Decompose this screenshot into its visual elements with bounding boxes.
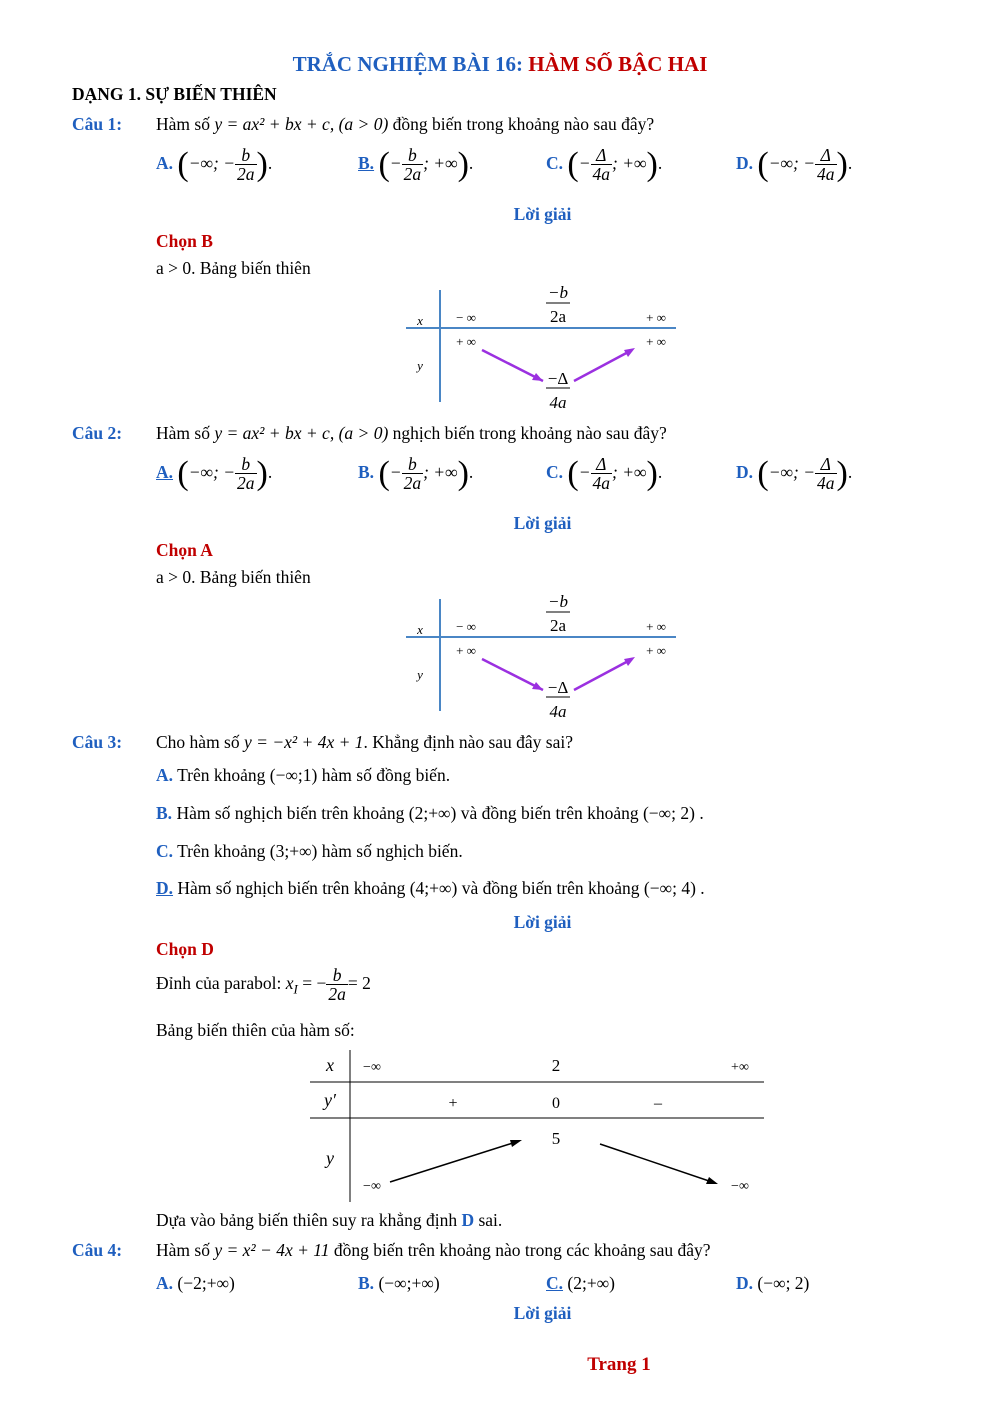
q1-label: Câu 1: <box>72 114 123 134</box>
q3-vertex <box>156 966 371 1004</box>
q2-choice: Chọn A <box>156 540 213 560</box>
option-key: D. <box>156 878 174 898</box>
frac-den: 4a <box>817 473 835 494</box>
vertex-x-den: 2a <box>549 307 567 326</box>
variation-table-3 <box>310 1046 770 1204</box>
x-pos-inf: + ∞ <box>646 619 666 634</box>
frac-num: Δ <box>815 146 837 165</box>
q3-label: Câu 3: <box>72 732 123 752</box>
y-label: y <box>326 1148 334 1168</box>
vertex-label: Đỉnh của parabol: <box>156 972 282 993</box>
q1-option-b[interactable]: B. (− $\frac{b}{2a}$ ; +∞). <box>358 145 474 185</box>
frac-num: b <box>326 966 348 985</box>
x-neg-inf: − ∞ <box>456 619 476 634</box>
q3-func: y = −x² + 4x + 1 <box>244 732 364 752</box>
option-text: (2;+∞) <box>563 1273 616 1293</box>
option-text: Hàm số nghịch biến trên khoảng (4;+∞) và đồng biến trên khoảng (−∞; 4) . <box>173 878 705 898</box>
variation-table-2 <box>400 589 690 725</box>
frac-den: 4a <box>817 164 835 185</box>
vertex-x-num: −b <box>548 592 568 611</box>
option-key: C. <box>546 461 564 482</box>
q1-option-d[interactable]: D. (−∞; − $\frac{\Delta}{4a}$ ). <box>736 145 853 185</box>
q3-table-label: Bảng biến thiên của hàm số: <box>156 1020 355 1040</box>
section-heading: DẠNG 1. SỰ BIẾN THIÊN <box>72 84 277 104</box>
option-text: Trên khoảng (−∞;1) hàm số đồng biến. <box>173 765 451 785</box>
vertex-y-den: 4a <box>549 702 567 721</box>
x-neg-inf: − ∞ <box>456 310 476 325</box>
decrease-arrow <box>482 659 543 690</box>
option-text: (−∞;+∞) <box>374 1273 440 1293</box>
increase-arrow <box>574 659 632 690</box>
option-text: (−∞; 2) <box>753 1273 810 1293</box>
option-key: D. <box>736 152 754 173</box>
option-key: D. <box>736 461 754 482</box>
q2-cond: , (a > 0) <box>329 423 389 443</box>
option-key: A. <box>156 1273 174 1293</box>
option-left: −∞; − <box>768 152 816 173</box>
q3-choice: Chọn D <box>156 939 214 959</box>
q4-func: y = x² − 4x + 11 <box>214 1240 330 1260</box>
option-key: D. <box>736 1273 754 1293</box>
option-key: A. <box>156 765 174 785</box>
q3-prefix: Cho hàm số <box>156 732 240 752</box>
y-label: y <box>417 667 423 682</box>
sign-plus: + <box>448 1095 458 1112</box>
frac-num: Δ <box>591 455 613 474</box>
frac-den: 2a <box>237 164 255 185</box>
q2-prefix: Hàm số <box>156 423 210 443</box>
vertex-lhs: x <box>285 972 294 993</box>
q4-label: Câu 4: <box>72 1240 123 1260</box>
frac-num: Δ <box>591 146 613 165</box>
q2-option-c[interactable]: C. (− $\frac{\Delta}{4a}$ ; +∞). <box>546 454 663 494</box>
q1-solution-heading: Lời giải <box>513 204 572 224</box>
q2-label: Câu 2: <box>72 423 123 443</box>
frac-den: 4a <box>592 473 611 494</box>
q4-option-d[interactable] <box>736 1273 809 1294</box>
option-text: Trên khoảng (3;+∞) hàm số nghịch biến. <box>173 841 463 861</box>
increase-arrowhead <box>624 657 635 666</box>
option-left: − <box>578 461 591 482</box>
q1-stem <box>156 114 654 135</box>
option-right: ; +∞ <box>423 461 458 482</box>
q4-solution-heading: Lời giải <box>513 1303 572 1323</box>
option-right: ; +∞ <box>612 461 647 482</box>
frac-den: 2a <box>403 473 422 494</box>
q3-option-c[interactable] <box>156 841 463 862</box>
frac-den: 2a <box>328 984 346 1005</box>
option-left: − <box>389 461 402 482</box>
y-right-inf: + ∞ <box>646 643 666 658</box>
increase-arrowhead <box>510 1140 522 1147</box>
q4-prefix: Hàm số <box>156 1240 210 1260</box>
page-number: Trang 1 <box>587 1354 651 1375</box>
increase-arrowhead <box>624 348 635 357</box>
decrease-arrowhead <box>706 1177 718 1184</box>
conclusion-post: sai. <box>478 1210 503 1230</box>
option-key: B. <box>358 1273 375 1293</box>
frac-den: 2a <box>237 473 255 494</box>
option-text: Hàm số nghịch biến trên khoảng (2;+∞) và đồng biến trên khoảng (−∞; 2) . <box>172 803 704 823</box>
increase-arrow <box>390 1142 516 1182</box>
q2-stem <box>156 423 667 444</box>
vertex-y-num: −Δ <box>547 678 569 697</box>
vertex-x-num: −b <box>548 283 568 302</box>
sign-zero: 0 <box>552 1095 560 1112</box>
increase-arrow <box>574 350 632 381</box>
frac-den: 2a <box>403 164 422 185</box>
q2-suffix: nghịch biến trong khoảng nào sau đây? <box>392 423 667 443</box>
option-key: B. <box>358 152 375 173</box>
sign-minus: – <box>654 1095 662 1112</box>
x-pos-inf: + ∞ <box>646 310 666 325</box>
q1-cond: , (a > 0) <box>329 114 389 134</box>
q3-option-d[interactable] <box>156 878 705 899</box>
option-left: −∞; − <box>188 461 236 482</box>
vertex-y-den: 4a <box>549 393 567 412</box>
q1-suffix: đồng biến trong khoảng nào sau đây? <box>392 114 655 134</box>
q1-choice: Chọn B <box>156 231 213 251</box>
x-neg-inf: −∞ <box>363 1060 381 1075</box>
q2-option-a[interactable]: A. (−∞; − $\frac{b}{2a}$ ). <box>156 454 273 494</box>
option-key: B. <box>358 461 375 482</box>
page-title <box>0 52 1000 77</box>
option-key: C. <box>546 1273 564 1293</box>
y-right-inf: −∞ <box>731 1179 749 1194</box>
frac-num: b <box>235 146 257 165</box>
option-key: C. <box>156 841 174 861</box>
q2-solution-heading: Lời giải <box>513 513 572 533</box>
q1-prefix: Hàm số <box>156 114 210 134</box>
y-left-inf: + ∞ <box>456 643 476 658</box>
y-max: 5 <box>551 1129 561 1148</box>
x-label: x <box>326 1055 334 1075</box>
frac-num: b <box>235 455 257 474</box>
y-right-inf: + ∞ <box>646 334 666 349</box>
q4-suffix: đồng biến trên khoảng nào trong các khoảng sau đây? <box>333 1240 711 1260</box>
vertex-sub: I <box>293 981 298 997</box>
vertex-eq: = − <box>302 972 327 993</box>
q1-func: y = ax² + bx + c <box>214 114 330 134</box>
q1-note: a > 0. Bảng biến thiên <box>156 258 311 278</box>
q3-solution-heading: Lời giải <box>513 912 572 932</box>
y-left-inf: + ∞ <box>456 334 476 349</box>
frac-num: Δ <box>815 455 837 474</box>
q4-option-a[interactable] <box>156 1273 235 1294</box>
decrease-arrow <box>600 1144 712 1182</box>
y-left-inf: −∞ <box>363 1179 381 1194</box>
x-label: x <box>417 622 423 637</box>
option-left: − <box>578 152 591 173</box>
q3-option-a[interactable] <box>156 765 450 786</box>
option-key: A. <box>156 461 174 482</box>
option-left: − <box>389 152 402 173</box>
vertex-y-num: −Δ <box>547 369 569 388</box>
q2-note: a > 0. Bảng biến thiên <box>156 567 311 587</box>
conclusion-pre: Dựa vào bảng biến thiên suy ra khẳng định <box>156 1210 458 1230</box>
q4-stem <box>156 1240 711 1261</box>
frac-num: b <box>402 146 424 165</box>
x-label: x <box>417 313 423 328</box>
decrease-arrow <box>482 350 543 381</box>
q3-suffix: . Khẳng định nào sau đây sai? <box>363 732 574 752</box>
variation-table-1 <box>400 280 690 416</box>
x-pos-inf: +∞ <box>731 1060 749 1075</box>
q3-conclusion <box>156 1210 502 1231</box>
option-right: ; +∞ <box>612 152 647 173</box>
option-text: (−2;+∞) <box>173 1273 235 1293</box>
q2-option-b[interactable]: B. (− $\frac{b}{2a}$ ; +∞). <box>358 454 474 494</box>
y-label: y <box>417 358 423 373</box>
yprime-label: y′ <box>324 1090 336 1110</box>
option-left: −∞; − <box>188 152 236 173</box>
vertex-result: = 2 <box>347 972 371 993</box>
title-part2: HÀM SỐ BẬC HAI <box>528 52 708 76</box>
x-mid: 2 <box>551 1056 561 1075</box>
option-key: B. <box>156 803 173 823</box>
frac-den: 4a <box>592 164 611 185</box>
option-key: C. <box>546 152 564 173</box>
q3-stem <box>156 732 573 753</box>
option-left: −∞; − <box>768 461 816 482</box>
title-part1: TRẮC NGHIỆM BÀI 16: <box>292 52 529 76</box>
option-key: A. <box>156 152 174 173</box>
q1-option-c[interactable]: C. (− $\frac{\Delta}{4a}$ ; +∞). <box>546 145 663 185</box>
frac-num: b <box>402 455 424 474</box>
q2-option-d[interactable]: D. (−∞; − $\frac{\Delta}{4a}$ ). <box>736 454 853 494</box>
option-right: ; +∞ <box>423 152 458 173</box>
vertex-x-den: 2a <box>549 616 567 635</box>
q1-option-a[interactable]: A. (−∞; − $\frac{b}{2a}$ ). <box>156 145 273 185</box>
q4-option-c[interactable] <box>546 1273 615 1294</box>
q4-option-b[interactable] <box>358 1273 440 1294</box>
q3-option-b[interactable] <box>156 803 704 824</box>
conclusion-key: D <box>461 1210 475 1230</box>
q2-func: y = ax² + bx + c <box>214 423 330 443</box>
